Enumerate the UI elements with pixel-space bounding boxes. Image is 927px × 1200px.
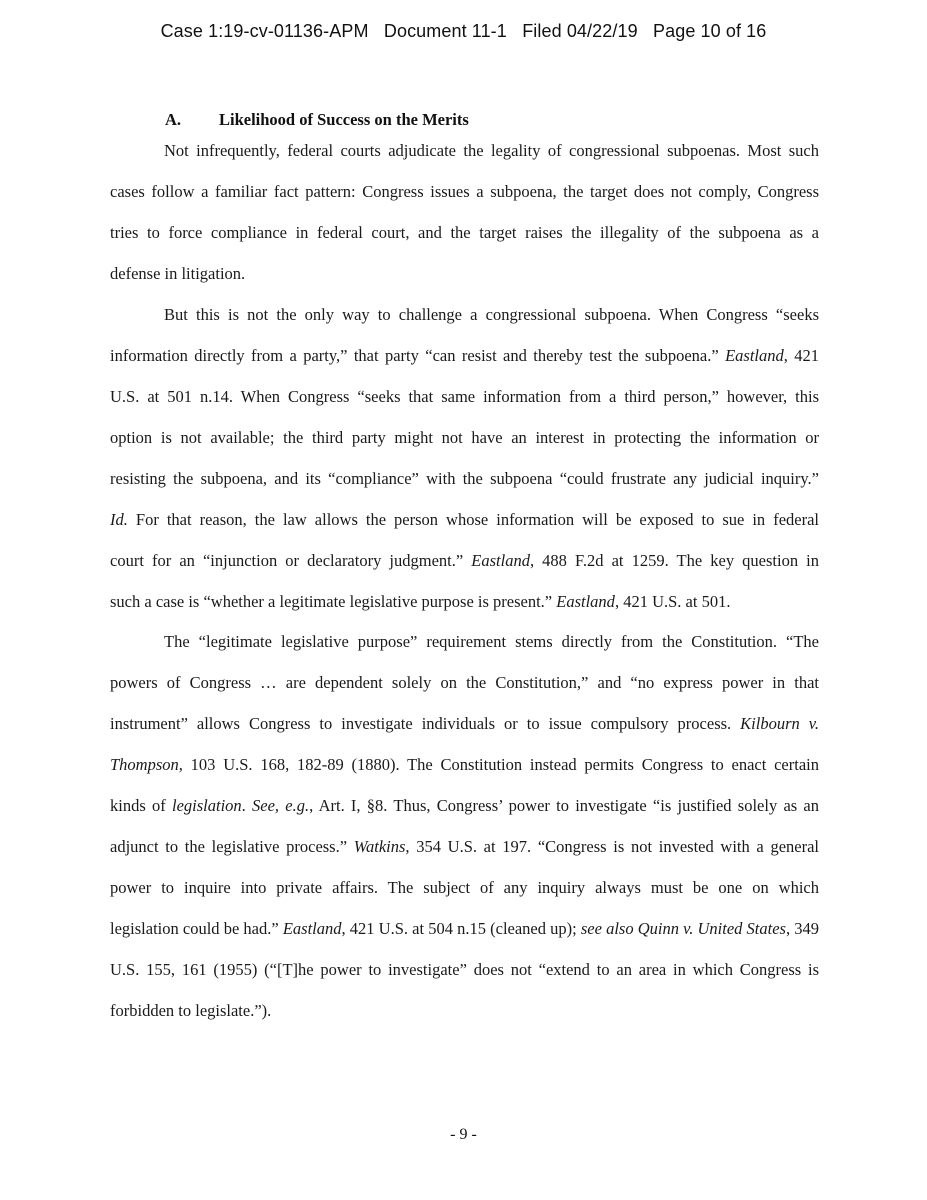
paragraph-line [110,867,819,908]
text-run: option is not available; the third party might not have an interest in protecting the information or [110,428,819,447]
paragraph-line: tries to force compliance in federal court, and the target raises the illegality of the subpoena as a [110,223,819,242]
text-run: instrument” allows Congress to investigate individuals or to issue compulsory process. [110,714,741,733]
paragraph-line [110,785,819,826]
text-run: For that reason, the law allows the person whose information will be exposed to sue in federal [127,510,819,529]
case-number: Case 1:19-cv-01136-APM [160,21,369,41]
text-run: court for an “injunction or declaratory judgment.” [110,551,472,570]
paragraph-line [110,376,819,417]
paragraph-line [110,744,819,785]
paragraph-3 [110,621,819,1031]
text-run: kinds of [110,796,172,815]
paragraph-line [110,581,819,622]
paragraph-line [110,621,819,662]
paragraph-2 [110,294,819,622]
text-run: such a case is “whether a legitimate legislative purpose is present.” [110,592,557,611]
citation-italic: Eastland [556,592,615,611]
text-run: , 354 U.S. at 197. “Congress is not invested with a general [405,837,819,856]
paragraph-line [110,908,819,949]
text-run: , Art. I, §8. Thus, Congress’ power to investigate “is justified solely as an [309,796,820,815]
text-run: . [241,796,253,815]
citation-italic: legislation [171,796,242,815]
paragraph-1 [110,130,819,294]
paragraph-line [110,294,819,335]
text-run: , 488 F.2d at 1259. The key question in [529,551,819,570]
citation-italic: see also Quinn v. United States [580,919,786,938]
paragraph-line [110,949,819,990]
citation-italic: Eastland [282,919,342,938]
text-run: resisting the subpoena, and its “compliance” with the subpoena “could frustrate any judicial inquiry.” [110,469,819,488]
citation-italic: Id. [110,510,128,529]
paragraph-line [110,540,819,581]
paragraph-line: Not infrequently, federal courts adjudicate the legality of congressional subpoenas. Most such [164,141,819,160]
text-run: powers of Congress … are dependent solely on the Constitution,” and “no express power in that [110,673,819,692]
text-run: information directly from a party,” that party “can resist and thereby test the subpoena.” [110,346,726,365]
text-run: adjunct to the legislative process.” [110,837,354,856]
section-heading [165,110,469,130]
text-run: forbidden to legislate.”). [110,1001,272,1020]
text-run: But this is not the only way to challenge a congressional subpoena. When Congress “seeks [164,305,819,324]
paragraph-line [110,417,819,458]
page-count: Page 10 of 16 [653,21,767,41]
page-number: - 9 - [450,1126,477,1143]
text-run: , 421 U.S. at 504 n.15 (cleaned up); [341,919,581,938]
paragraph-line [110,990,819,1031]
citation-italic: Eastland [471,551,530,570]
citation-italic: See, e.g. [252,796,310,815]
section-title: Likelihood of Success on the Merits [219,110,469,129]
section-letter: A. [165,110,182,129]
citation-italic: Watkins [353,837,406,856]
text-run: power to inquire into private affairs. The subject of any inquiry always must be one on which [110,878,819,897]
filed-date: Filed 04/22/19 [522,21,638,41]
ecf-header [0,21,927,42]
citation-italic: Eastland [725,346,784,365]
text-run: , 349 [785,919,820,938]
paragraph-line [110,826,819,867]
document-number: Document 11-1 [383,21,507,41]
paragraph-line: defense in litigation. [110,264,246,283]
text-run: U.S. at 501 n.14. When Congress “seeks that same information from a third person,” however, this [110,387,819,406]
text-run: , 421 [783,346,820,365]
text-run: U.S. 155, 161 (1955) (“[T]he power to investigate” does not “extend to an area in which Congress is [110,960,819,979]
text-run: , 103 U.S. 168, 182-89 (1880). The Constitution instead permits Congress to enact certain [178,755,819,774]
paragraph-line [110,335,819,376]
citation-italic: Thompson [110,755,179,774]
citation-italic: Kilbourn v. [740,714,819,733]
paragraph-line [110,458,819,499]
paragraph-line [110,499,819,540]
text-run: legislation could be had.” [110,919,283,938]
text-run: , 421 U.S. at 501. [614,592,731,611]
paragraph-line [110,703,819,744]
paragraph-line [110,662,819,703]
text-run: The “legitimate legislative purpose” requirement stems directly from the Constitution. “The [164,632,819,651]
paragraph-line: cases follow a familiar fact pattern: Congress issues a subpoena, the target does not comply, Congress [110,182,819,201]
